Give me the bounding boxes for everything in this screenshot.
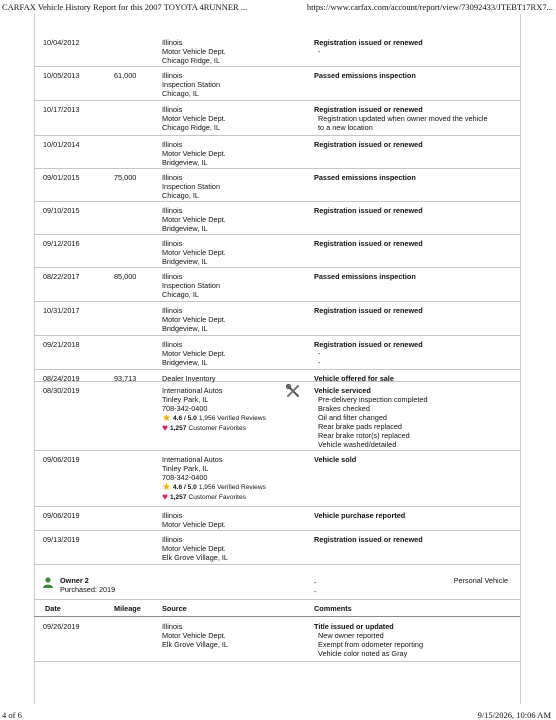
record-date: 10/17/2013	[43, 105, 80, 114]
record-source	[162, 239, 282, 266]
record-source	[162, 511, 282, 529]
table-row	[34, 66, 520, 101]
record-date: 09/13/2019	[43, 535, 80, 544]
source-line: Illinois	[162, 71, 183, 80]
source-line: Illinois	[162, 140, 183, 149]
header-source: Source	[162, 604, 187, 613]
owner-title: Owner 2	[60, 576, 89, 585]
table-row	[34, 530, 520, 565]
rating-row	[162, 414, 282, 423]
record-mileage: 75,000	[114, 173, 137, 182]
source-line: Inspection Station	[162, 281, 221, 290]
comment-detail: Pre-delivery inspection completed	[318, 395, 428, 404]
source-line: Tinley Park, IL	[162, 395, 209, 404]
record-date: 09/06/2019	[43, 511, 80, 520]
record-date: 09/10/2015	[43, 206, 80, 215]
comment-title: Registration issued or renewed	[314, 140, 423, 149]
comment-detail: Registration updated when owner moved the vehicle	[318, 114, 488, 123]
record-mileage: 93,713	[114, 374, 137, 383]
record-comments	[314, 535, 519, 544]
comment-title: Registration issued or renewed	[314, 306, 423, 315]
record-comments	[314, 306, 519, 315]
comment-title: Title issued or updated	[314, 622, 394, 631]
table-row	[34, 301, 520, 336]
record-date: 10/31/2017	[43, 306, 80, 315]
source-line: Motor Vehicle Dept.	[162, 349, 226, 358]
source-line: Chicago Ridge, IL	[162, 56, 221, 65]
rating-value: 4.6 / 5.0	[172, 415, 197, 422]
source-line: Motor Vehicle Dept.	[162, 114, 226, 123]
comment-title: Vehicle serviced	[314, 386, 371, 395]
wrench-screwdriver-icon	[286, 384, 300, 400]
record-mileage: 85,000	[114, 272, 137, 281]
browser-print-header	[0, 0, 556, 14]
source-line: Illinois	[162, 272, 183, 281]
favorites-count: 1,257	[169, 494, 187, 501]
browser-print-footer	[0, 708, 556, 720]
source-line: Motor Vehicle Dept.	[162, 149, 226, 158]
source-line: International Autos	[162, 455, 223, 464]
comment-detail: Rear brake rotor(s) replaced	[318, 431, 410, 440]
source-line: Illinois	[162, 622, 183, 631]
comment-detail: Exempt from odometer reporting	[318, 640, 424, 649]
source-line: Illinois	[162, 38, 183, 47]
comment-detail: Rear brake pads replaced	[318, 422, 402, 431]
table-header	[34, 600, 520, 617]
record-comments	[314, 173, 519, 182]
record-comments	[314, 455, 519, 464]
header-comments: Comments	[314, 604, 352, 613]
source-line: Illinois	[162, 105, 183, 114]
record-comments	[314, 511, 519, 520]
favorites-row	[162, 424, 282, 433]
source-line: Motor Vehicle Dept.	[162, 248, 226, 257]
table-row	[34, 33, 520, 67]
table-row	[34, 168, 520, 202]
source-line: Inspection Station	[162, 80, 221, 89]
table-row	[34, 234, 520, 268]
table-row	[34, 267, 520, 302]
source-line: Bridgeview, IL	[162, 257, 208, 266]
table-row	[34, 450, 520, 507]
record-comments	[314, 239, 519, 248]
source-line: Motor Vehicle Dept.	[162, 47, 226, 56]
record-date: 08/22/2017	[43, 272, 80, 281]
source-line: Chicago, IL	[162, 191, 199, 200]
record-comments	[314, 38, 519, 56]
page-title: CARFAX Vehicle History Report for this 2007 TOYOTA 4RUNNER ...	[2, 2, 248, 12]
source-line: Illinois	[162, 340, 183, 349]
favorites-label: Customer Favorites	[188, 425, 246, 432]
source-line: Illinois	[162, 173, 183, 182]
comment-title: Passed emissions inspection	[314, 272, 416, 281]
record-source	[162, 173, 282, 200]
comment-detail: to a new location	[318, 123, 373, 132]
comment-title: Registration issued or renewed	[314, 340, 423, 349]
record-date: 09/06/2019	[43, 455, 80, 464]
source-line: Elk Grove Village, IL	[162, 640, 228, 649]
source-line: Chicago, IL	[162, 89, 199, 98]
comment-title: Vehicle offered for sale	[314, 374, 394, 383]
record-source	[162, 386, 282, 433]
header-mileage: Mileage	[114, 604, 141, 613]
table-row	[34, 135, 520, 169]
source-line: Chicago, IL	[162, 290, 199, 299]
header-date: Date	[45, 604, 61, 613]
comment-title: Passed emissions inspection	[314, 71, 416, 80]
star-icon: ★	[162, 413, 171, 424]
source-line: 708-342-0400	[162, 404, 208, 413]
record-source	[162, 306, 282, 333]
record-source	[162, 535, 282, 562]
record-comments	[314, 386, 519, 449]
table-row	[34, 381, 520, 451]
comment-detail: -	[318, 349, 321, 358]
record-comments	[314, 272, 519, 281]
record-comments	[314, 340, 519, 367]
comment-title: Vehicle purchase reported	[314, 511, 406, 520]
record-date: 09/01/2015	[43, 173, 80, 182]
record-comments	[314, 622, 519, 658]
source-line: Elk Grove Village, IL	[162, 553, 228, 562]
table-row	[34, 617, 520, 662]
comment-detail: Oil and filter changed	[318, 413, 387, 422]
print-datetime: 9/15/2026, 10:06 AM	[477, 710, 551, 720]
source-line: Bridgeview, IL	[162, 358, 208, 367]
owner-vehicle-type: Personal Vehicle	[453, 576, 508, 585]
favorites-count: 1,257	[169, 425, 187, 432]
record-date: 08/24/2019	[43, 374, 80, 383]
rating-row	[162, 483, 282, 492]
record-date: 09/12/2016	[43, 239, 80, 248]
heart-icon: ♥	[162, 492, 168, 503]
record-date: 10/04/2012	[43, 38, 80, 47]
record-source	[162, 340, 282, 367]
record-source	[162, 272, 282, 299]
record-source	[162, 38, 282, 65]
source-line: Bridgeview, IL	[162, 158, 208, 167]
source-line: 708-342-0400	[162, 473, 208, 482]
source-line: Illinois	[162, 535, 183, 544]
source-line: Tinley Park, IL	[162, 464, 209, 473]
record-source	[162, 140, 282, 167]
page-url[interactable]: https://www.carfax.com/account/report/view/73092433/JTEBT17RX7...	[306, 2, 553, 12]
record-source	[162, 206, 282, 233]
comment-title: Registration issued or renewed	[314, 239, 423, 248]
source-line: Chicago Ridge, IL	[162, 123, 221, 132]
table-row	[34, 201, 520, 235]
comment-detail: Vehicle color noted as Gray	[318, 649, 408, 658]
heart-icon: ♥	[162, 423, 168, 434]
source-line: Illinois	[162, 206, 183, 215]
comment-title: Registration issued or renewed	[314, 38, 423, 47]
comment-detail: New owner reported	[318, 631, 384, 640]
verified-reviews: 1,956 Verified Reviews	[198, 484, 266, 491]
comment-title: Registration issued or renewed	[314, 535, 423, 544]
owner-2-header	[34, 573, 520, 600]
source-line: Motor Vehicle Dept.	[162, 544, 226, 553]
source-line: Bridgeview, IL	[162, 224, 208, 233]
record-comments	[314, 206, 519, 215]
record-date: 08/30/2019	[43, 386, 80, 395]
record-source	[162, 105, 282, 132]
page-number: 4 of 6	[2, 710, 22, 720]
owner-purchased: Purchased: 2019	[60, 585, 116, 594]
table-row	[34, 335, 520, 370]
table-row	[34, 506, 520, 531]
rating-value: 4.6 / 5.0	[172, 484, 197, 491]
comment-detail: Brakes checked	[318, 404, 370, 413]
comment-detail: Vehicle washed/detailed	[318, 440, 397, 449]
favorites-row	[162, 493, 282, 502]
record-date: 10/01/2014	[43, 140, 80, 149]
comment-title: Registration issued or renewed	[314, 206, 423, 215]
record-mileage: 61,000	[114, 71, 137, 80]
record-comments	[314, 105, 519, 132]
source-line: Motor Vehicle Dept.	[162, 215, 226, 224]
verified-reviews: 1,956 Verified Reviews	[198, 415, 266, 422]
source-line: Motor Vehicle Dept.	[162, 631, 226, 640]
comment-title: Passed emissions inspection	[314, 173, 416, 182]
source-line: Motor Vehicle Dept.	[162, 520, 226, 529]
source-line: Inspection Station	[162, 182, 221, 191]
source-line: Illinois	[162, 239, 183, 248]
comment-detail: -	[318, 358, 321, 367]
record-date: 10/05/2013	[43, 71, 80, 80]
favorites-label: Customer Favorites	[188, 494, 246, 501]
table-row	[34, 100, 520, 136]
record-comments	[314, 71, 519, 80]
comment-detail: -	[318, 47, 321, 56]
comment-title: Registration issued or renewed	[314, 105, 423, 114]
star-icon: ★	[162, 482, 171, 493]
comment-title: Vehicle sold	[314, 455, 357, 464]
source-line: Bridgeview, IL	[162, 324, 208, 333]
source-line: Illinois	[162, 511, 183, 520]
owner-icon	[42, 577, 54, 590]
record-comments	[314, 140, 519, 149]
record-source	[162, 622, 282, 649]
source-line: International Autos	[162, 386, 223, 395]
source-line: Illinois	[162, 306, 183, 315]
source-line: Motor Vehicle Dept.	[162, 315, 226, 324]
record-date: 09/26/2019	[43, 622, 80, 631]
record-source	[162, 71, 282, 98]
owner-dashes: - -	[314, 578, 317, 596]
record-source	[162, 455, 282, 502]
source-line: Dealer Inventory	[162, 374, 216, 383]
record-date: 09/21/2018	[43, 340, 80, 349]
